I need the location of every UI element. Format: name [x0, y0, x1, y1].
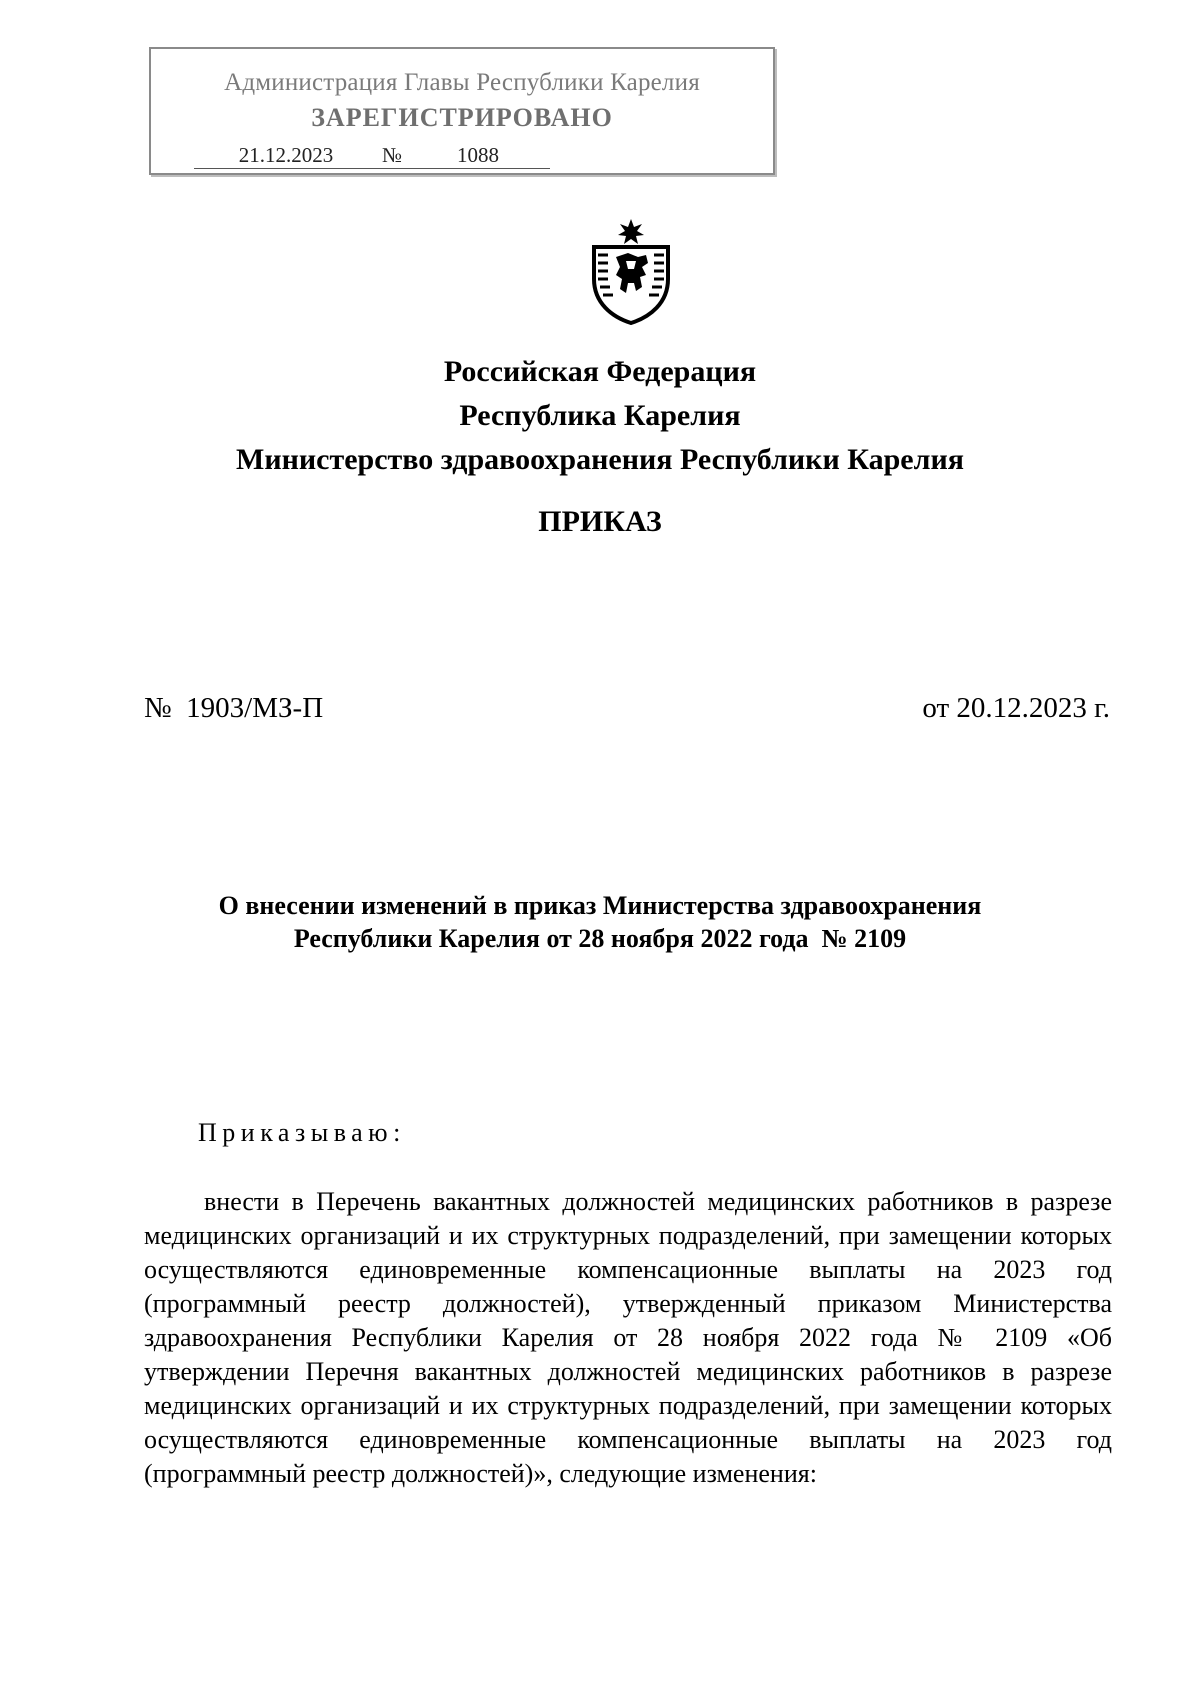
subject-line-1: О внесении изменений в приказ Министерства здравоохранения [218, 891, 982, 920]
stamp-date: 21.12.2023 [194, 142, 378, 169]
document-type: ПРИКАЗ [538, 505, 662, 538]
order-date: от 20.12.2023 г. [922, 692, 1110, 724]
command-word: Приказываю: [198, 1118, 406, 1147]
country-heading: Российская Федерация [443, 355, 757, 388]
stamp-number: 1088 [406, 142, 550, 169]
karelia-coat-of-arms-icon [586, 217, 676, 325]
stamp-authority: Администрация Главы Республики Карелия [224, 69, 700, 96]
ministry-heading: Министерство здравоохранения Республики Карелия [236, 443, 964, 476]
registration-stamp [149, 47, 775, 175]
order-body-paragraph: внести в Перечень вакантных должностей медицинских работников в разрезе медицинских организаций и их структурных подразделений, при замещении которых осуществляются единовременные компенсационные выплаты на 2023 год (программный реестр должностей), утвержденный приказом Министерства здравоохранения Республики Карелия от 28 ноября 2022 года № 2109 «Об утверждении Перечня вакантных должностей медицинских работников в разрезе медицинских организаций и их структурных подразделений, при замещении которых осуществляются единовременные компенсационные выплаты на 2023 год (программный реестр должностей)», следующие изменения: [144, 1187, 1112, 1488]
stamp-number-sign: № [378, 142, 406, 169]
stamp-registered: ЗАРЕГИСТРИРОВАНО [311, 103, 613, 132]
order-number: № 1903/МЗ-П [144, 692, 324, 724]
subject-line-2: Республики Карелия от 28 ноября 2022 года № 2109 [293, 924, 907, 953]
republic-heading: Республика Карелия [459, 399, 741, 432]
